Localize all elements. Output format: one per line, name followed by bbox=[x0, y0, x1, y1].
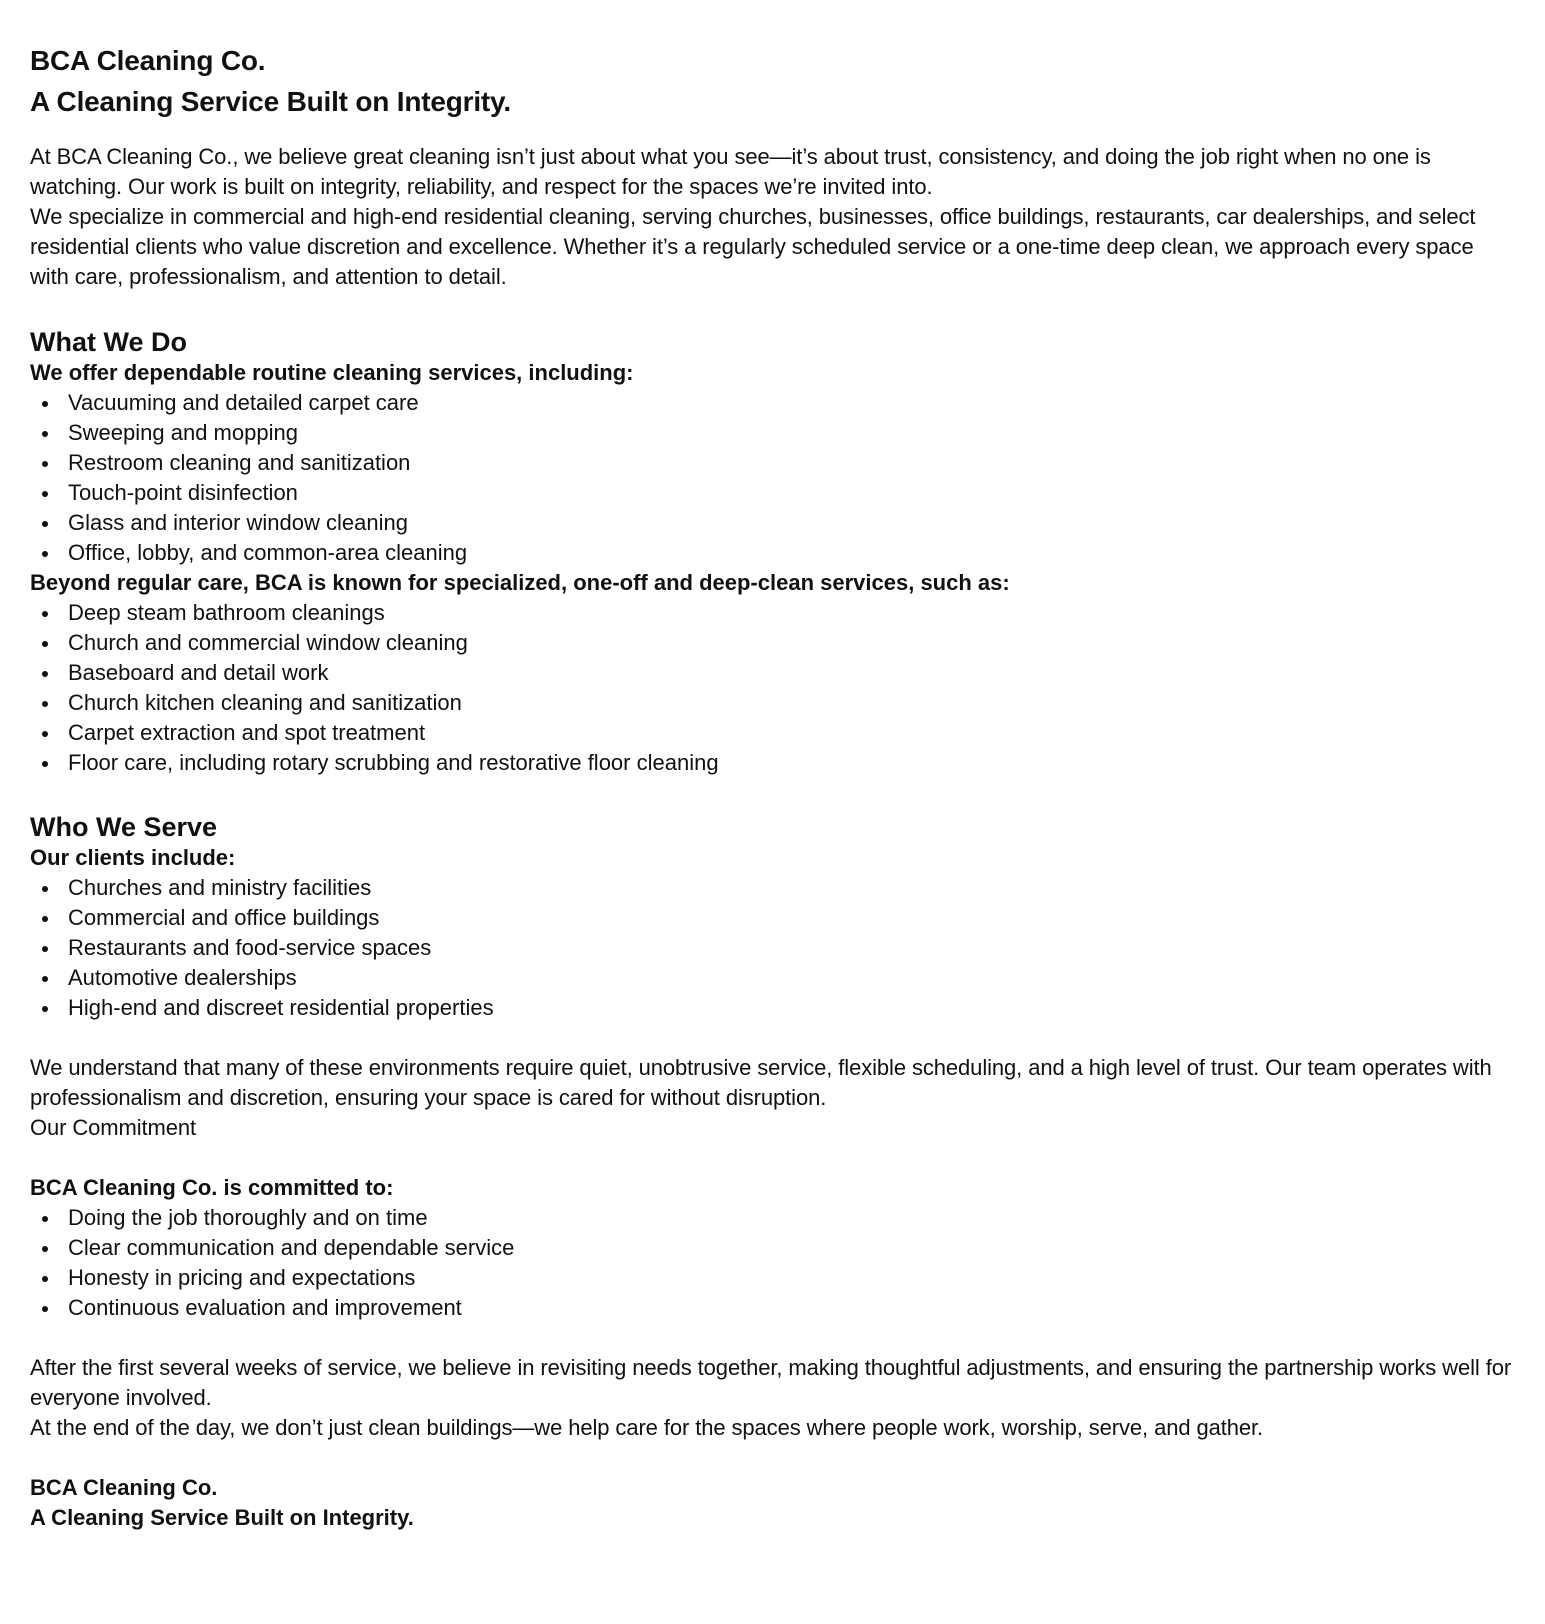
section-heading-what-we-do: What We Do bbox=[30, 327, 187, 357]
list-item-text: Restaurants and food-service spaces bbox=[68, 935, 432, 960]
list-item-text: Carpet extraction and spot treatment bbox=[68, 720, 426, 745]
bullet-icon bbox=[42, 521, 48, 527]
list-item bbox=[30, 448, 1515, 478]
bullet-icon bbox=[42, 461, 48, 467]
bullet-icon bbox=[42, 1216, 48, 1222]
list-item bbox=[30, 478, 1515, 508]
bullet-icon bbox=[42, 731, 48, 737]
list-item bbox=[30, 688, 1515, 718]
list-item bbox=[30, 388, 1515, 418]
list-item bbox=[30, 598, 1515, 628]
list-item bbox=[30, 903, 1515, 933]
list-item-text: Church and commercial window cleaning bbox=[68, 630, 468, 655]
bullet-icon bbox=[42, 976, 48, 982]
commitment-intro: BCA Cleaning Co. is committed to: bbox=[30, 1175, 394, 1200]
list-item bbox=[30, 1293, 1515, 1323]
bullet-icon bbox=[42, 431, 48, 437]
list-item-text: Sweeping and mopping bbox=[68, 420, 298, 445]
list-item bbox=[30, 658, 1515, 688]
list-item-text: Clear communication and dependable service bbox=[68, 1235, 515, 1260]
list-item-text: Restroom cleaning and sanitization bbox=[68, 450, 411, 475]
list-item bbox=[30, 538, 1515, 568]
commitment-label: Our Commitment bbox=[30, 1115, 197, 1140]
bullet-icon bbox=[42, 641, 48, 647]
title-block bbox=[30, 40, 1515, 122]
bullet-icon bbox=[42, 886, 48, 892]
bullet-icon bbox=[42, 671, 48, 677]
bullet-icon bbox=[42, 761, 48, 767]
list-item-text: Churches and ministry facilities bbox=[68, 875, 372, 900]
who-we-serve-section bbox=[30, 811, 1515, 1143]
list-item-text: Baseboard and detail work bbox=[68, 660, 329, 685]
list-item bbox=[30, 718, 1515, 748]
intro-paragraph: We specialize in commercial and high-end residential cleaning, serving churches, businesses, office buildings, restaurants, car dealerships, and select residential clients who value discretion and excellence. Whether it’s a regularly scheduled service or a one-time deep clean, we approach every space with care, professionalism, and attention to detail. bbox=[30, 204, 1476, 289]
bullet-icon bbox=[42, 491, 48, 497]
bullet-icon bbox=[42, 1306, 48, 1312]
closing-company-name: BCA Cleaning Co. bbox=[30, 1475, 218, 1500]
routine-services-intro: We offer dependable routine cleaning services, including: bbox=[30, 360, 634, 385]
section-heading-who-we-serve: Who We Serve bbox=[30, 812, 218, 842]
spacer bbox=[30, 1443, 1515, 1473]
bullet-icon bbox=[42, 1246, 48, 1252]
intro-section bbox=[30, 142, 1515, 292]
special-services-intro: Beyond regular care, BCA is known for specialized, one-off and deep-clean services, such as: bbox=[30, 570, 1010, 595]
list-item-text: Office, lobby, and common-area cleaning bbox=[68, 540, 468, 565]
bullet-icon bbox=[42, 946, 48, 952]
list-item-text: Glass and interior window cleaning bbox=[68, 510, 408, 535]
list-item-text: Church kitchen cleaning and sanitization bbox=[68, 690, 462, 715]
commitment-paragraph: After the first several weeks of service, we believe in revisiting needs together, making thoughtful adjustments, and ensuring the partnership works well for everyone involved. bbox=[30, 1355, 1512, 1410]
list-item-text: Honesty in pricing and expectations bbox=[68, 1265, 416, 1290]
list-item-text: Touch-point disinfection bbox=[68, 480, 298, 505]
list-item-text: High-end and discreet residential properties bbox=[68, 995, 494, 1020]
routine-services-list bbox=[30, 388, 1515, 568]
bullet-icon bbox=[42, 701, 48, 707]
list-item bbox=[30, 508, 1515, 538]
bullet-icon bbox=[42, 1006, 48, 1012]
special-services-list bbox=[30, 598, 1515, 778]
tagline: A Cleaning Service Built on Integrity. bbox=[30, 86, 511, 117]
clients-intro: Our clients include: bbox=[30, 845, 236, 870]
commitment-list bbox=[30, 1203, 1515, 1323]
list-item-text: Automotive dealerships bbox=[68, 965, 297, 990]
list-item bbox=[30, 1233, 1515, 1263]
bullet-icon bbox=[42, 1276, 48, 1282]
company-name: BCA Cleaning Co. bbox=[30, 45, 266, 76]
list-item bbox=[30, 933, 1515, 963]
bullet-icon bbox=[42, 551, 48, 557]
list-item-text: Doing the job thoroughly and on time bbox=[68, 1205, 428, 1230]
list-item-text: Deep steam bathroom cleanings bbox=[68, 600, 385, 625]
who-we-serve-paragraph: We understand that many of these environments require quiet, unobtrusive service, flexible scheduling, and a high level of trust. Our team operates with professionalism and discretion, ensuring your space is cared for without disruption. bbox=[30, 1055, 1492, 1110]
list-item-text: Commercial and office buildings bbox=[68, 905, 380, 930]
list-item bbox=[30, 418, 1515, 448]
bullet-icon bbox=[42, 611, 48, 617]
spacer bbox=[30, 1023, 1515, 1053]
list-item bbox=[30, 1263, 1515, 1293]
bullet-icon bbox=[42, 401, 48, 407]
list-item-text: Floor care, including rotary scrubbing and restorative floor cleaning bbox=[68, 750, 719, 775]
spacer bbox=[30, 1143, 1515, 1173]
list-item-text: Vacuuming and detailed carpet care bbox=[68, 390, 419, 415]
list-item bbox=[30, 628, 1515, 658]
list-item bbox=[30, 993, 1515, 1023]
list-item bbox=[30, 963, 1515, 993]
spacer bbox=[30, 1323, 1515, 1353]
list-item bbox=[30, 748, 1515, 778]
what-we-do-section bbox=[30, 326, 1515, 778]
closing-tagline: A Cleaning Service Built on Integrity. bbox=[30, 1505, 414, 1530]
bullet-icon bbox=[42, 916, 48, 922]
list-item-text: Continuous evaluation and improvement bbox=[68, 1295, 462, 1320]
clients-list bbox=[30, 873, 1515, 1023]
closing-signature bbox=[30, 1443, 1515, 1533]
commitment-section bbox=[30, 1143, 1515, 1443]
intro-paragraph: At BCA Cleaning Co., we believe great cleaning isn’t just about what you see—it’s about trust, consistency, and doing the job right when no one is watching. Our work is built on integrity, reliability, and respect for the spaces we’re invited into. bbox=[30, 144, 1431, 199]
list-item bbox=[30, 873, 1515, 903]
list-item bbox=[30, 1203, 1515, 1233]
commitment-paragraph: At the end of the day, we don’t just clean buildings—we help care for the spaces where people work, worship, serve, and gather. bbox=[30, 1415, 1264, 1440]
